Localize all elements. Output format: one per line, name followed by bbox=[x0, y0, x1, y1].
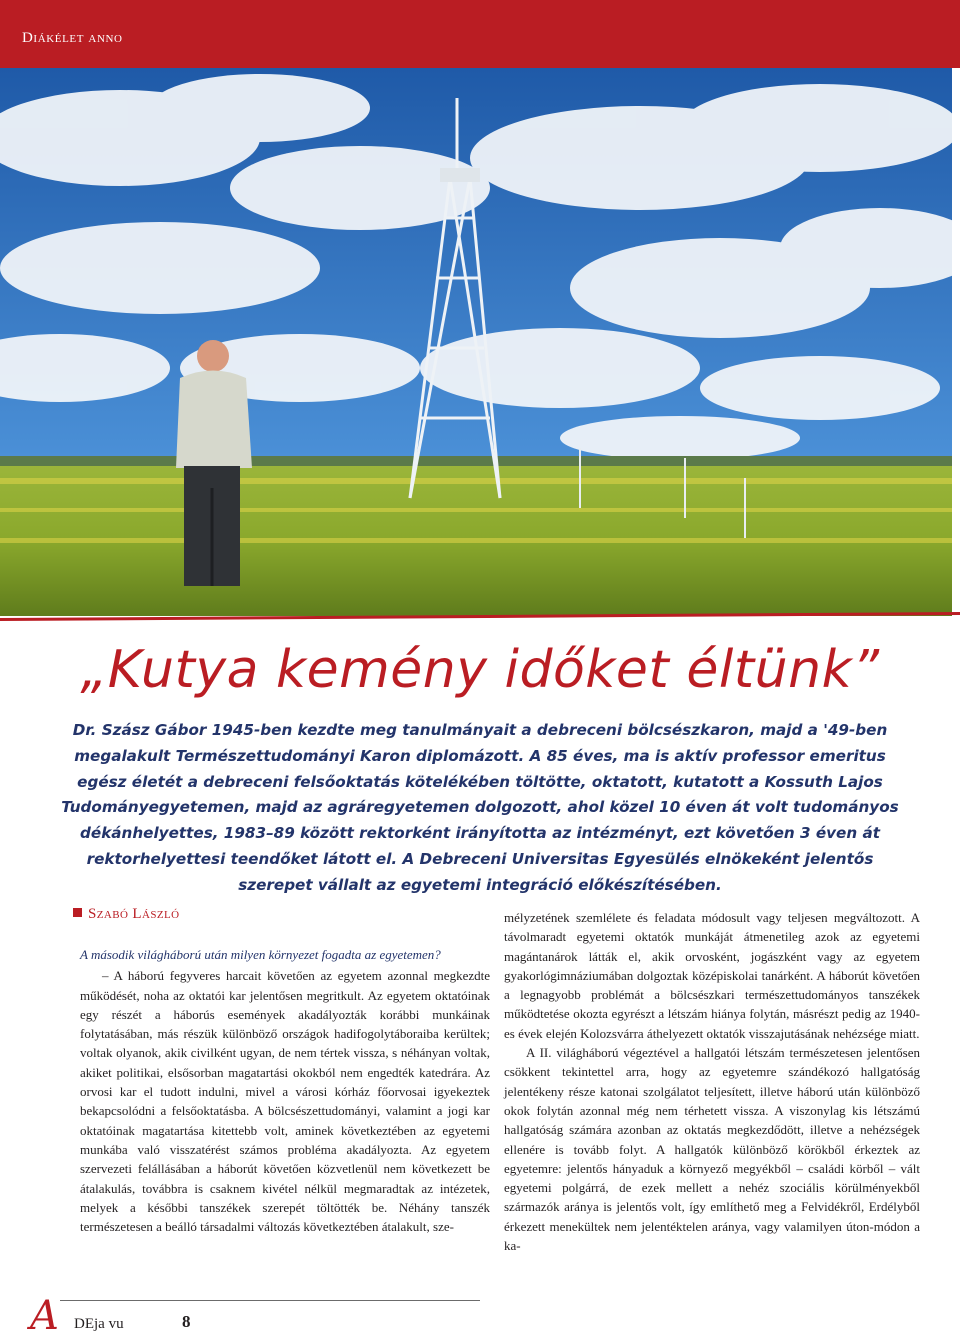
column-left bbox=[80, 945, 490, 1236]
interview-answer: – A háború fegyveres harcait követően az egyetem azonnal megkezdte működését, noha az oktatói kar jelentősen megritkult. Az egyetem oktatóinak egy részét a háborús események akadályozták korábbi munkáinak folytatásában, más részük különböző országok hadifogolytáboraiba kerültek; voltak olyanok, akik civilként ugyan, de nem tértek vissza, s néhányan voltak, akiket politikai, elsősorban magatartási okokból nem engedték katedrára. Az orvosi kar el tudott indulni, mivel a városi kórház főorvosai igyekeztek bekapcsolódni a felsőoktatásba. A bölcsészettudományi, valamint a jogi kar oktatóinak magatartása kitettebb volt, aminek következtében az egyetemi munkába való visszatérést számos probléma akadályozta. Az egyetem szervezeti felállásában a háborút követően közvetlenül nem következett be átalakulás, továbbra is csaknem kivétel nélkül megmaradtak az intézetek, melyek a későbbi tanszékek szerepét töltötték be. Néhány tanszék természetesen a beálló társadalmi változás következtében átalakult, sze- bbox=[80, 968, 490, 1235]
author bbox=[73, 906, 179, 923]
square-bullet-icon bbox=[73, 908, 82, 917]
feature-photo bbox=[0, 68, 952, 616]
paragraph: mélyzetének szemlélete és feladata módosult vagy teljesen megváltozott. A távolmaradt egyetemi oktatók munkáját átmenetileg azok az egyetemi magántanárok látták el, akik orvosként, jogászként vagy az egyetem gyakorlógimnáziumában dolgoztak középiskolai tanárként. A háborút követően a legnagyobb problémát a bölcsészkari természettudományos tanszékek működtetése okozta egyrészt a létszám hiánya folytán, másrészt pedig az 1940-es évek elején Kolozsvárra áthelyezett oktatók visszajutásának nehézsége miatt. bbox=[504, 910, 920, 1041]
footer-rule bbox=[60, 1300, 480, 1301]
magazine-name: DEja vu bbox=[74, 1316, 124, 1332]
footer-logo: A bbox=[30, 1293, 59, 1339]
lead-paragraph: Dr. Szász Gábor 1945-ben kezdte meg tanulmányait a debreceni bölcsészkaron, majd a '49-ben megalakult Természettudományi Karon diplomázott. A 85 éves, ma is aktív professor emeritus egész életét a debreceni felsőoktatás kötelékében töltötte, oktatott, kutatott a Kossuth Lajos Tudományegyetemen, majd az agráregyetemen dolgozott, ahol közel 10 éven át volt tudományos dékánhelyettes, 1983–89 között rektorként irányította az intézményt, ezt követően 3 éven át rektorhelyettesi teendőket látott el. A Debreceni Universitas Egyesülés elnökeként jelentős szerepet vállalt az egyetemi integráció előkészítésében. bbox=[61, 721, 899, 894]
paragraph: A II. világháború végeztével a hallgatói létszám természetesen jelentősen csökkent tekintettel arra, hogy az egyetemre szándékozó hallgatóság jelentékeny része katonai szolgálatot teljesített, illetve háború után különböző okok folytán azonnal még nem térhetett vissza. A viszonylag kis létszámú hallgatóság számára azonban az oktatás megkezdődött, illetve a nehézségek ellenére is tovább folyt. A hallgatók különböző körökből érkeztek az egyetemre: jelentős hányaduk a környező megyékből – családi körből – vált egyetemi polgárrá, de ezek mellett a nehéz szociális körülményekből származók aránya is jelentős volt, így említhető meg a Felvidékről, Erdélyből érkezett menekültek nem jelentéktelen aránya, vagy valamilyen úton-módon a ka- bbox=[504, 1045, 920, 1254]
header-band bbox=[0, 0, 960, 68]
photo-edge bbox=[0, 612, 960, 622]
headline: „Kutya kemény időket éltünk” bbox=[80, 640, 880, 700]
page-number: 8 bbox=[182, 1312, 191, 1331]
column-right bbox=[504, 908, 920, 1255]
interview-question: A második világháború után milyen környezet fogadta az egyetemen? bbox=[80, 947, 441, 962]
section-label: Diákélet anno bbox=[22, 30, 123, 46]
author-name: Szabó László bbox=[88, 906, 180, 922]
